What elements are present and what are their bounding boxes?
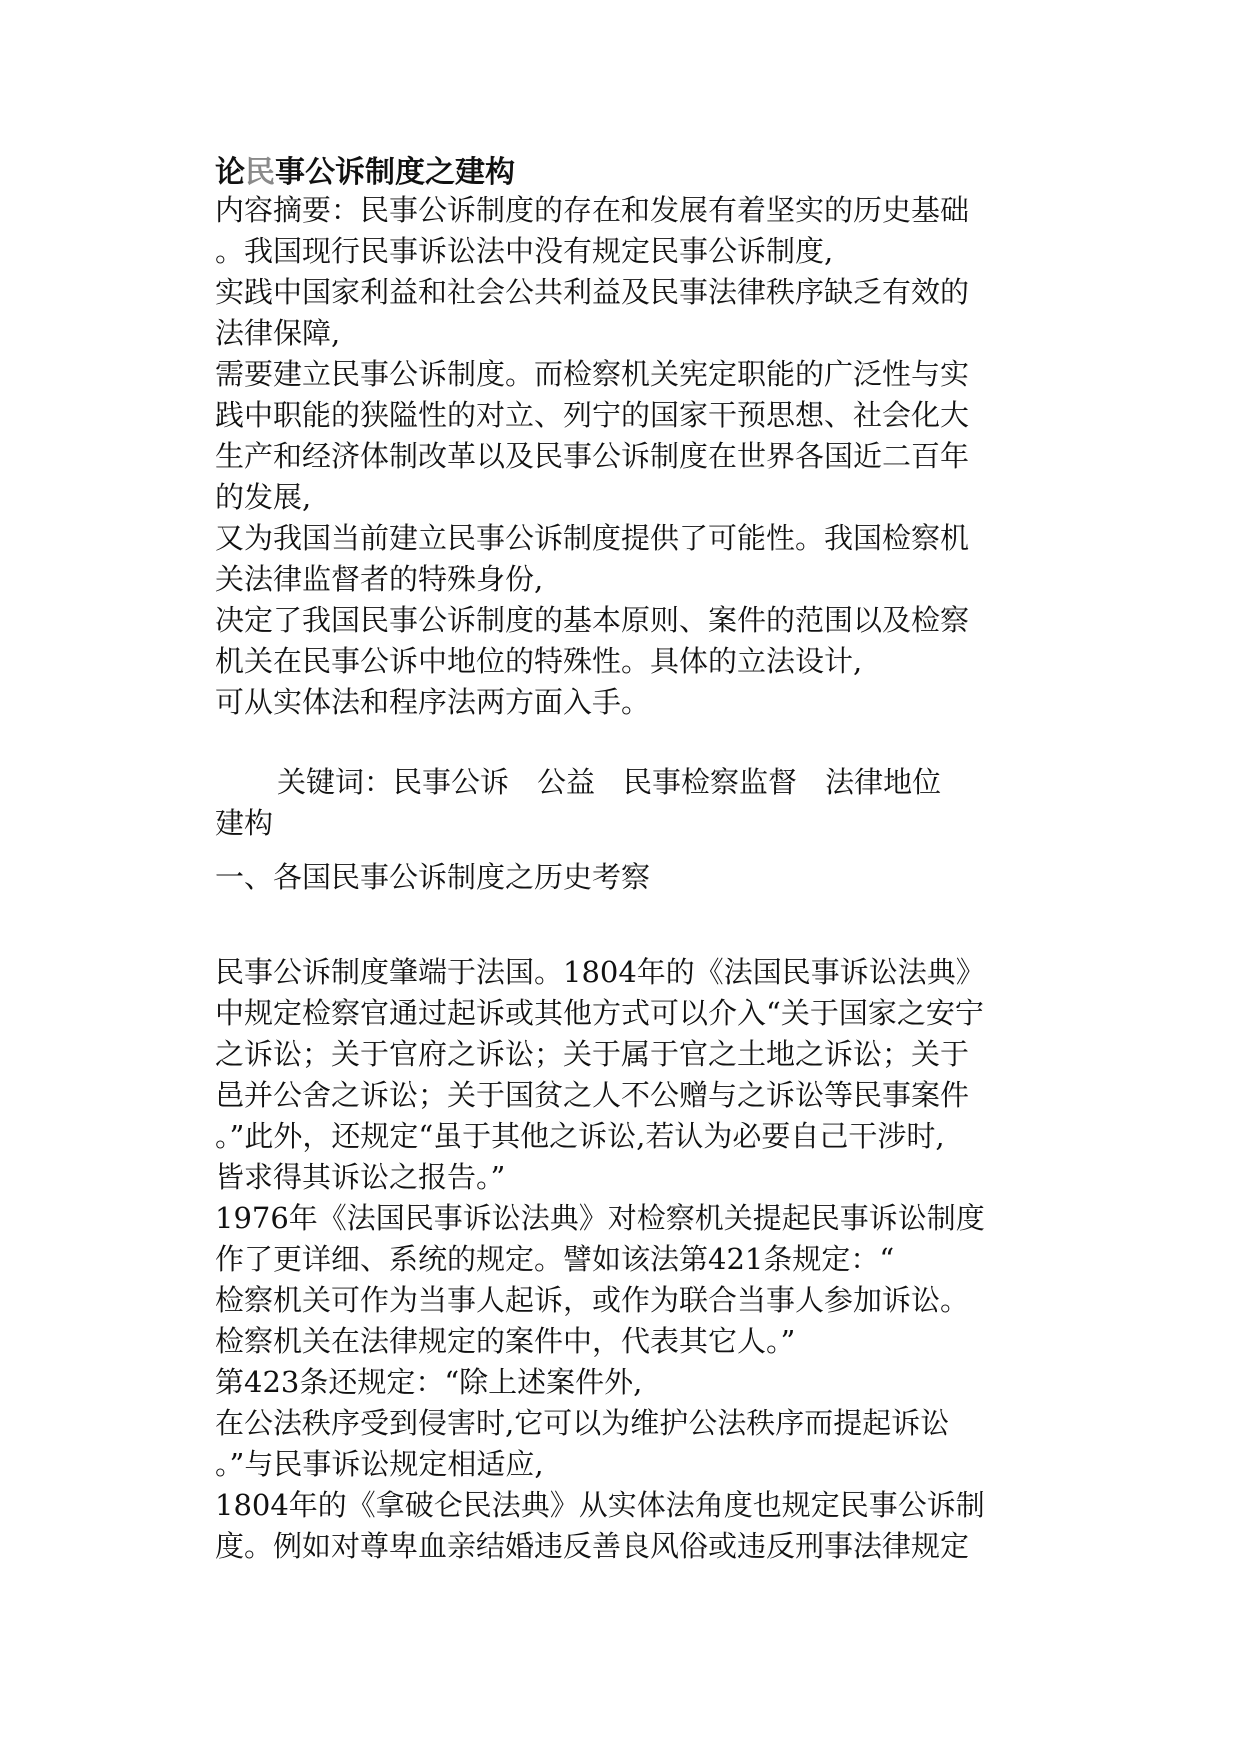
body-line: 第423条还规定：“除上述案件外, bbox=[215, 1365, 643, 1399]
abstract-line: 机关在民事公诉中地位的特殊性。具体的立法设计, bbox=[215, 644, 863, 678]
abstract-line: 内容摘要：民事公诉制度的存在和发展有着坚实的历史基础 bbox=[215, 193, 970, 227]
abstract bbox=[215, 190, 1045, 723]
abstract-line: 关法律监督者的特殊身份, bbox=[215, 562, 544, 596]
body-line: 邑并公舍之诉讼；关于国贫之人不公赠与之诉讼等民事案件 bbox=[215, 1078, 970, 1112]
abstract-line: 的发展, bbox=[215, 480, 312, 514]
title-text-end: 事公诉制度之建构 bbox=[275, 155, 515, 190]
abstract-line: 需要建立民事公诉制度。而检察机关宪定职能的广泛性与实 bbox=[215, 357, 970, 391]
body-line: 。”与民事诉讼规定相适应, bbox=[215, 1447, 544, 1481]
body-line: 1804年的《拿破仑民法典》从实体法角度也规定民事公诉制 bbox=[215, 1488, 985, 1522]
abstract-line: 又为我国当前建立民事公诉制度提供了可能性。我国检察机 bbox=[215, 521, 970, 555]
body-line: 1976年《法国民事诉讼法典》对检察机关提起民事诉讼制度 bbox=[215, 1201, 985, 1235]
abstract-line: 实践中国家利益和社会公共利益及民事法律秩序缺乏有效的 bbox=[215, 275, 970, 309]
body-line: 之诉讼；关于官府之诉讼；关于属于官之土地之诉讼；关于 bbox=[215, 1037, 970, 1071]
body-line: 中规定检察官通过起诉或其他方式可以介入“关于国家之安宁 bbox=[215, 996, 984, 1030]
body-line: 皆求得其诉讼之报告。” bbox=[215, 1160, 506, 1194]
body-line: 作了更详细、系统的规定。譬如该法第421条规定：“ bbox=[215, 1242, 895, 1276]
abstract-line: 决定了我国民事公诉制度的基本原则、案件的范围以及检察 bbox=[215, 603, 970, 637]
title-highlighted-char: 民 bbox=[245, 155, 275, 190]
body-line: 民事公诉制度肇端于法国。1804年的《法国民事诉讼法典》 bbox=[215, 955, 985, 989]
abstract-line: 生产和经济体制改革以及民事公诉制度在世界各国近二百年 bbox=[215, 439, 970, 473]
keywords-label: 关键词： bbox=[277, 765, 394, 799]
abstract-line: 践中职能的狭隘性的对立、列宁的国家干预思想、社会化大 bbox=[215, 398, 970, 432]
body-text bbox=[215, 952, 1045, 1567]
body-line: 在公法秩序受到侵害时,它可以为维护公法秩序而提起诉讼 bbox=[215, 1406, 950, 1440]
section-heading-text: 一、各国民事公诉制度之历史考察 bbox=[215, 860, 651, 894]
keyword: 公益 bbox=[537, 765, 596, 799]
abstract-line: 可从实体法和程序法两方面入手。 bbox=[215, 685, 651, 719]
section-heading bbox=[215, 857, 1045, 898]
keywords bbox=[215, 762, 1045, 844]
abstract-line: 。我国现行民事诉讼法中没有规定民事公诉制度, bbox=[215, 234, 834, 268]
keyword: 法律地位 bbox=[825, 765, 942, 799]
abstract-line: 法律保障, bbox=[215, 316, 341, 350]
keyword: 民事检察监督 bbox=[623, 765, 798, 799]
body-line: 度。例如对尊卑血亲结婚违反善良风俗或违反刑事法律规定 bbox=[215, 1529, 970, 1563]
keyword: 民事公诉 bbox=[393, 765, 510, 799]
body-line: 检察机关在法律规定的案件中，代表其它人。” bbox=[215, 1324, 796, 1358]
keyword: 建构 bbox=[215, 806, 274, 840]
title-text-start: 论 bbox=[215, 155, 245, 190]
body-line: 。”此外，还规定“虽于其他之诉讼,若认为必要自己干涉时, bbox=[215, 1119, 945, 1153]
keywords-line bbox=[215, 762, 1045, 803]
body-line: 检察机关可作为当事人起诉，或作为联合当事人参加诉讼。 bbox=[215, 1283, 970, 1317]
